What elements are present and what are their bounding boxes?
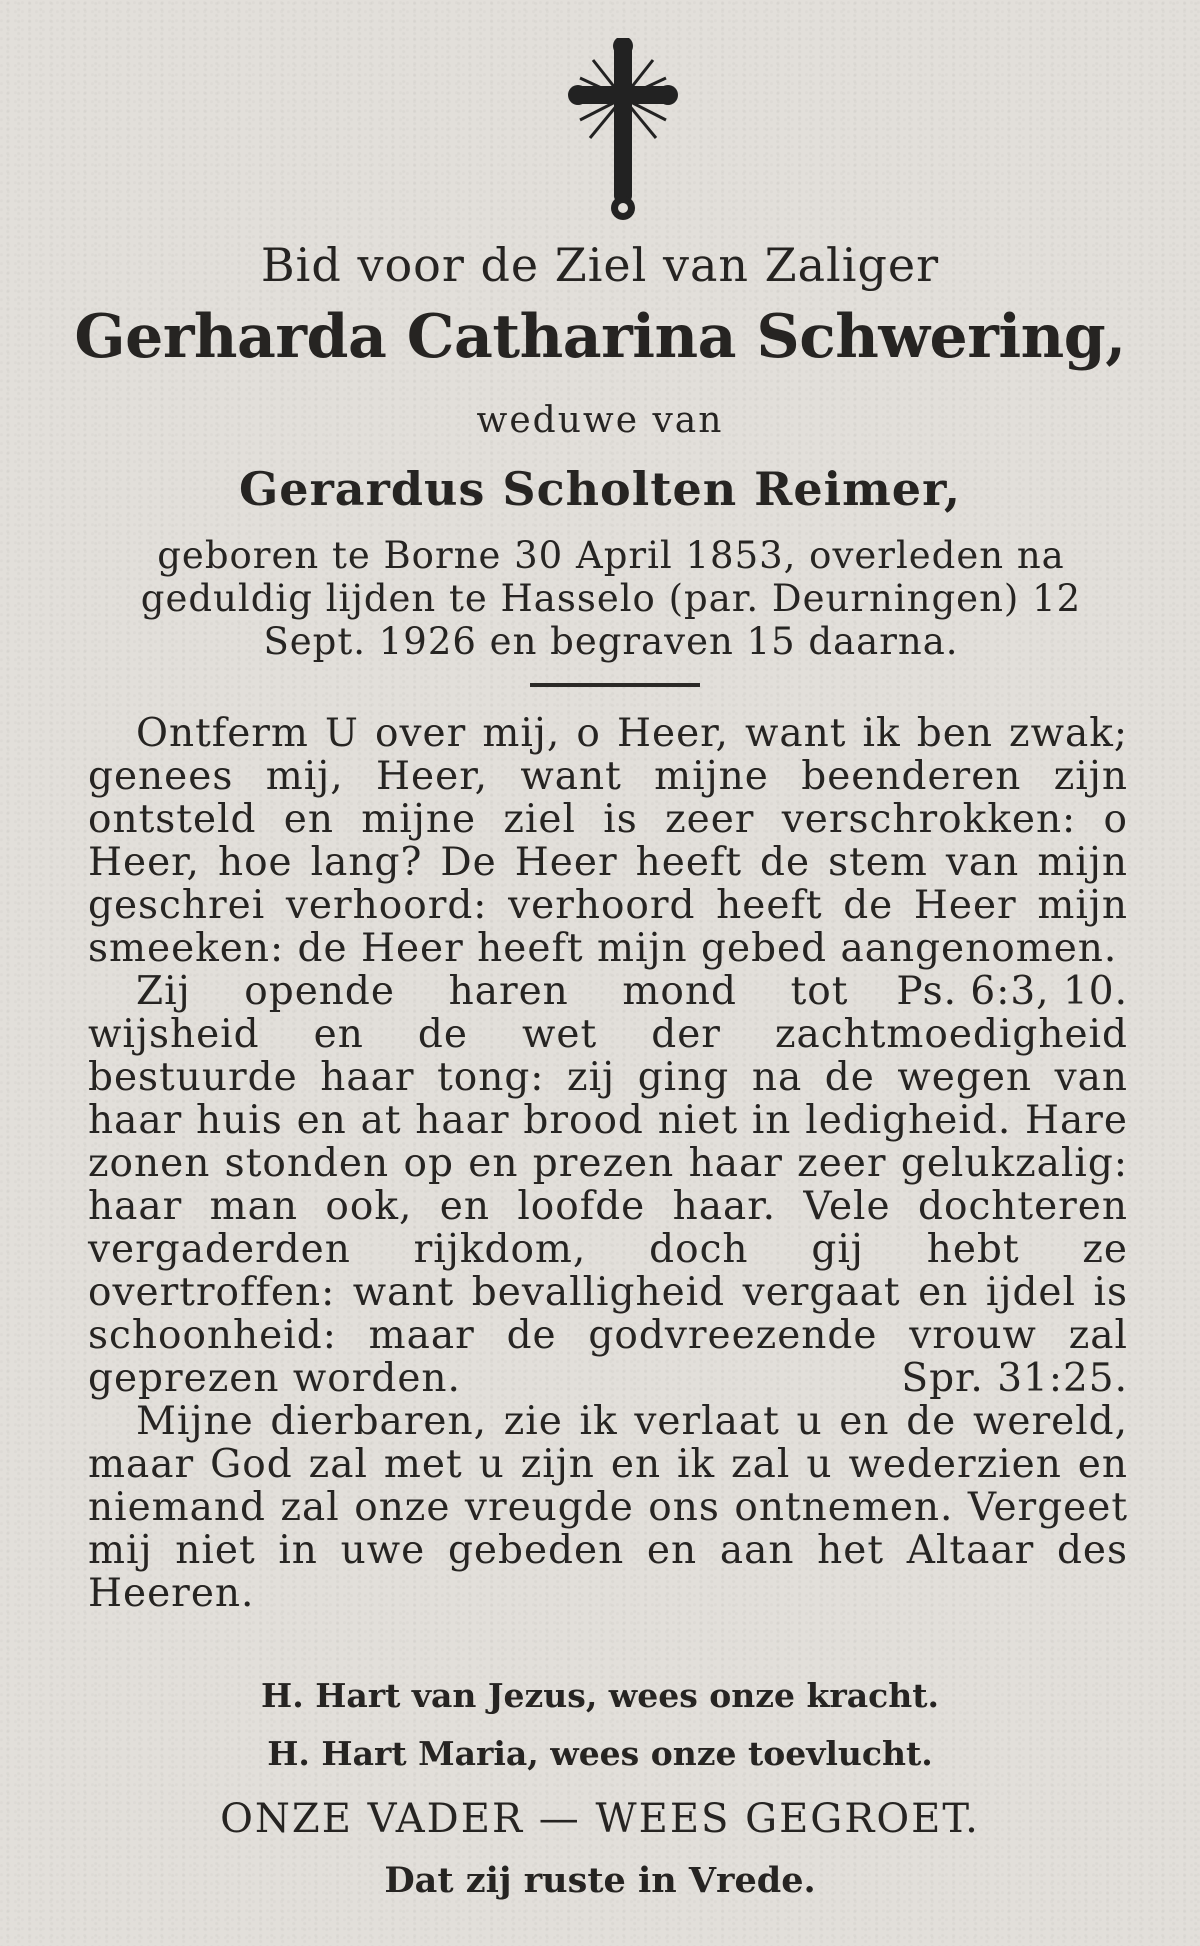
- prayers-line: ONZE VADER — WEES GEGROET.: [220, 1796, 980, 1842]
- husband-name: Gerardus Scholten Reimer,: [239, 462, 961, 516]
- cross-icon: [568, 38, 678, 223]
- heading-line: Bid voor de Ziel van Zaliger: [260, 238, 940, 292]
- divider: [530, 683, 700, 687]
- widow-of-line: weduwe van: [476, 400, 724, 441]
- paragraph: Zij opende haren mond tot wijsheid en de wet der zachtmoedigheid bestuurde haar tong: zij ging na de wegen van haar huis en at haar brood niet in ledigheid. Hare zonen stonden op en prezen haar zeer gelukzalig: haar man ook, en loofde haar. Vele dochteren vergaderden rijkdom, doch gij hebt ze overtroffen: want bevalligheid vergaat en ijdel is schoonheid: maar de godvreezende vrouw zal geprezen worden. Spr. 31:25.: [88, 969, 1128, 1401]
- life-dates: geboren te Borne 30 April 1853, overleden na geduldig lijden te Hasselo (par. Deurningen) 12 Sept. 1926 en begraven 15 daarna.: [140, 534, 1082, 663]
- invocation-line: H. Hart Maria, wees onze toevlucht.: [267, 1734, 933, 1773]
- deceased-name: Gerharda Catharina Schwering,: [74, 302, 1126, 372]
- invocation-line: H. Hart van Jezus, wees onze kracht.: [261, 1676, 939, 1715]
- paragraph: Mijne dierbaren, zie ik verlaat u en de wereld, maar God zal met u zijn en ik zal u wederzien en niemand zal onze vreugde ons ontnemen. Vergeet mij niet in uwe gebeden en aan het Altaar des Heeren.: [88, 1399, 1128, 1616]
- scripture-reference: Spr. 31:25.: [901, 1356, 1128, 1401]
- scripture-text: [88, 712, 1128, 1615]
- scripture-reference: Ps. 6:3, 10.: [896, 969, 1128, 1014]
- closing-line: Dat zij ruste in Vrede.: [384, 1860, 816, 1901]
- paragraph: Ontferm U over mij, o Heer, want ik ben zwak; genees mij, Heer, want mijne beenderen zijn ontsteld en mijne ziel is zeer verschrokken: o Heer, hoe lang? De Heer heeft de stem van mijn geschrei verhoord: verhoord heeft de Heer mijn smeeken: de Heer heeft mijn gebed aangenomen. Ps. 6:3, 10.: [88, 711, 1128, 1014]
